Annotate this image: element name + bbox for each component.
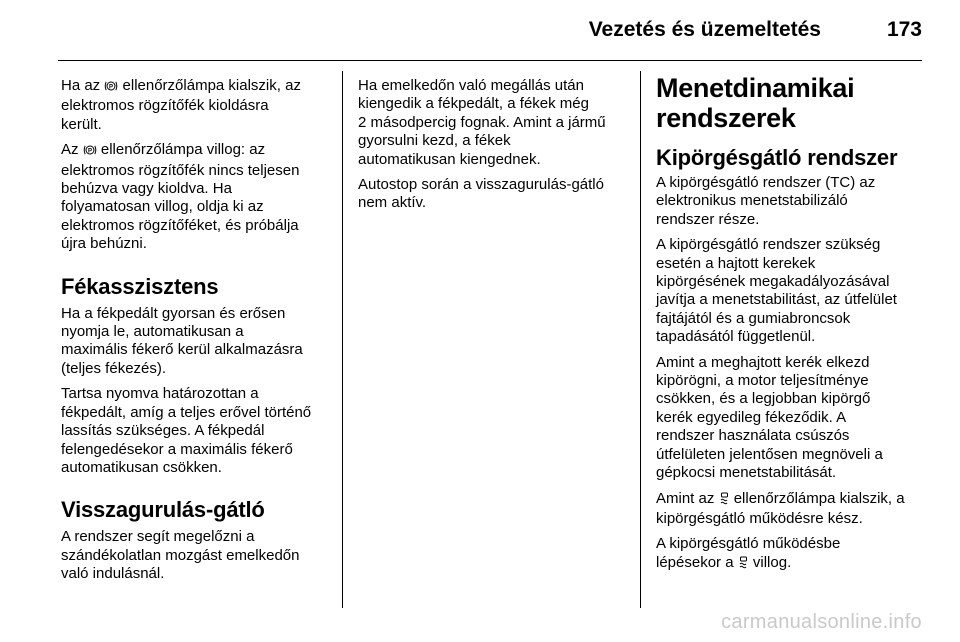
paragraph-tc-light-off xyxy=(656,490,928,529)
column-left xyxy=(61,77,333,591)
text-fragment: ellenőrzőlámpa kialszik, az elektromos rögzítőfék kioldásra került. xyxy=(61,77,301,133)
paragraph-brake-light-flashing xyxy=(61,141,333,253)
paragraph-tc-2: A kipörgésgátló rendszer szükség esetén a hajtott kerekek kipörgésének megakadályozásával javítja a menetstabilitást, az útfelület fajtájától és a gumiabroncsok tapadásától függetlenül. xyxy=(656,236,897,346)
svg-text:P: P xyxy=(87,148,92,155)
header-divider xyxy=(58,60,922,61)
paragraph-brake-assist-2: Tartsa nyomva határozottan a fékpedált, amíg a teljes erővel történő lassítás szükséges. A fékpedál felengedésekor a maximális fékerő automatikusan csökken. xyxy=(61,385,312,476)
column-right xyxy=(656,73,928,581)
page-number: 173 xyxy=(886,18,922,41)
paragraph-hill-hold-release: Ha emelkedőn való megállás után kiengedik a fékpedált, a fékek még 2 másodpercig fognak. Amint a jármű gyorsulni kezd, a fékek automatikusan kiengednek. xyxy=(358,77,606,168)
text-fragment: A kipörgésgátló működésbe lépésekor a xyxy=(656,535,841,571)
column-middle xyxy=(358,77,630,220)
heading-traction-control: Kipörgésgátló rendszer xyxy=(656,145,898,170)
traction-control-icon xyxy=(738,556,749,574)
paragraph-brake-light-off xyxy=(61,77,333,134)
paragraph-brake-assist-1: Ha a fékpedált gyorsan és erősen nyomja le, automatikusan a maximális fékerő kerül alkalmazásra (teljes fékezés). xyxy=(61,304,303,377)
paragraph-tc-1: A kipörgésgátló rendszer (TC) az elektronikus menetstabilizáló rendszer része. xyxy=(656,174,876,228)
paragraph-tc-3: Amint a meghajtott kerék elkezd kipörögni, a motor teljesítménye csökken, és a legjobban kipörgő kerék egyedileg fékeződik. A rendszer használata csúszós útfelületen jelentősen megnöveli a gépkocsi menetstabilitását. xyxy=(656,353,883,482)
svg-text:P: P xyxy=(109,84,114,91)
traction-control-icon xyxy=(719,492,730,510)
parking-brake-warning-icon xyxy=(104,79,118,97)
heading-brake-assist: Fékasszisztens xyxy=(61,273,219,299)
text-fragment: ellenőrzőlámpa villog: az elektromos rögzítőfék nincs teljesen behúzva vagy kioldva. Ha folyamatosan villog, oldja ki az elektromos rögzítőféket, és próbálja újra behúzni. xyxy=(61,141,300,253)
parking-brake-warning-icon xyxy=(83,143,97,161)
text-fragment: villog. xyxy=(748,553,792,571)
heading-hill-hold: Visszagurulás-gátló xyxy=(61,497,265,523)
paragraph-autostop: Autostop során a visszagurulás-gátló nem aktív. xyxy=(358,176,604,212)
section-title: Vezetés és üzemeltetés xyxy=(588,18,821,41)
paragraph-tc-flashing xyxy=(656,535,928,574)
watermark: carmanualsonline.info xyxy=(721,611,922,633)
text-fragment: Amint az xyxy=(656,489,719,507)
column-divider-right xyxy=(640,71,641,608)
paragraph-hill-hold: A rendszer segít megelőzni a szándékolatlan mozgást emelkedőn való indulásnál. xyxy=(61,528,300,583)
heading-driving-dynamics: Menetdinamikai rendszerek xyxy=(656,73,855,133)
column-divider-left xyxy=(342,71,343,608)
text-fragment: Ha az xyxy=(61,77,105,94)
text-fragment: Az xyxy=(61,141,83,159)
text-fragment: ellenőrzőlámpa kialszik, a kipörgésgátló működésre kész. xyxy=(656,489,905,527)
